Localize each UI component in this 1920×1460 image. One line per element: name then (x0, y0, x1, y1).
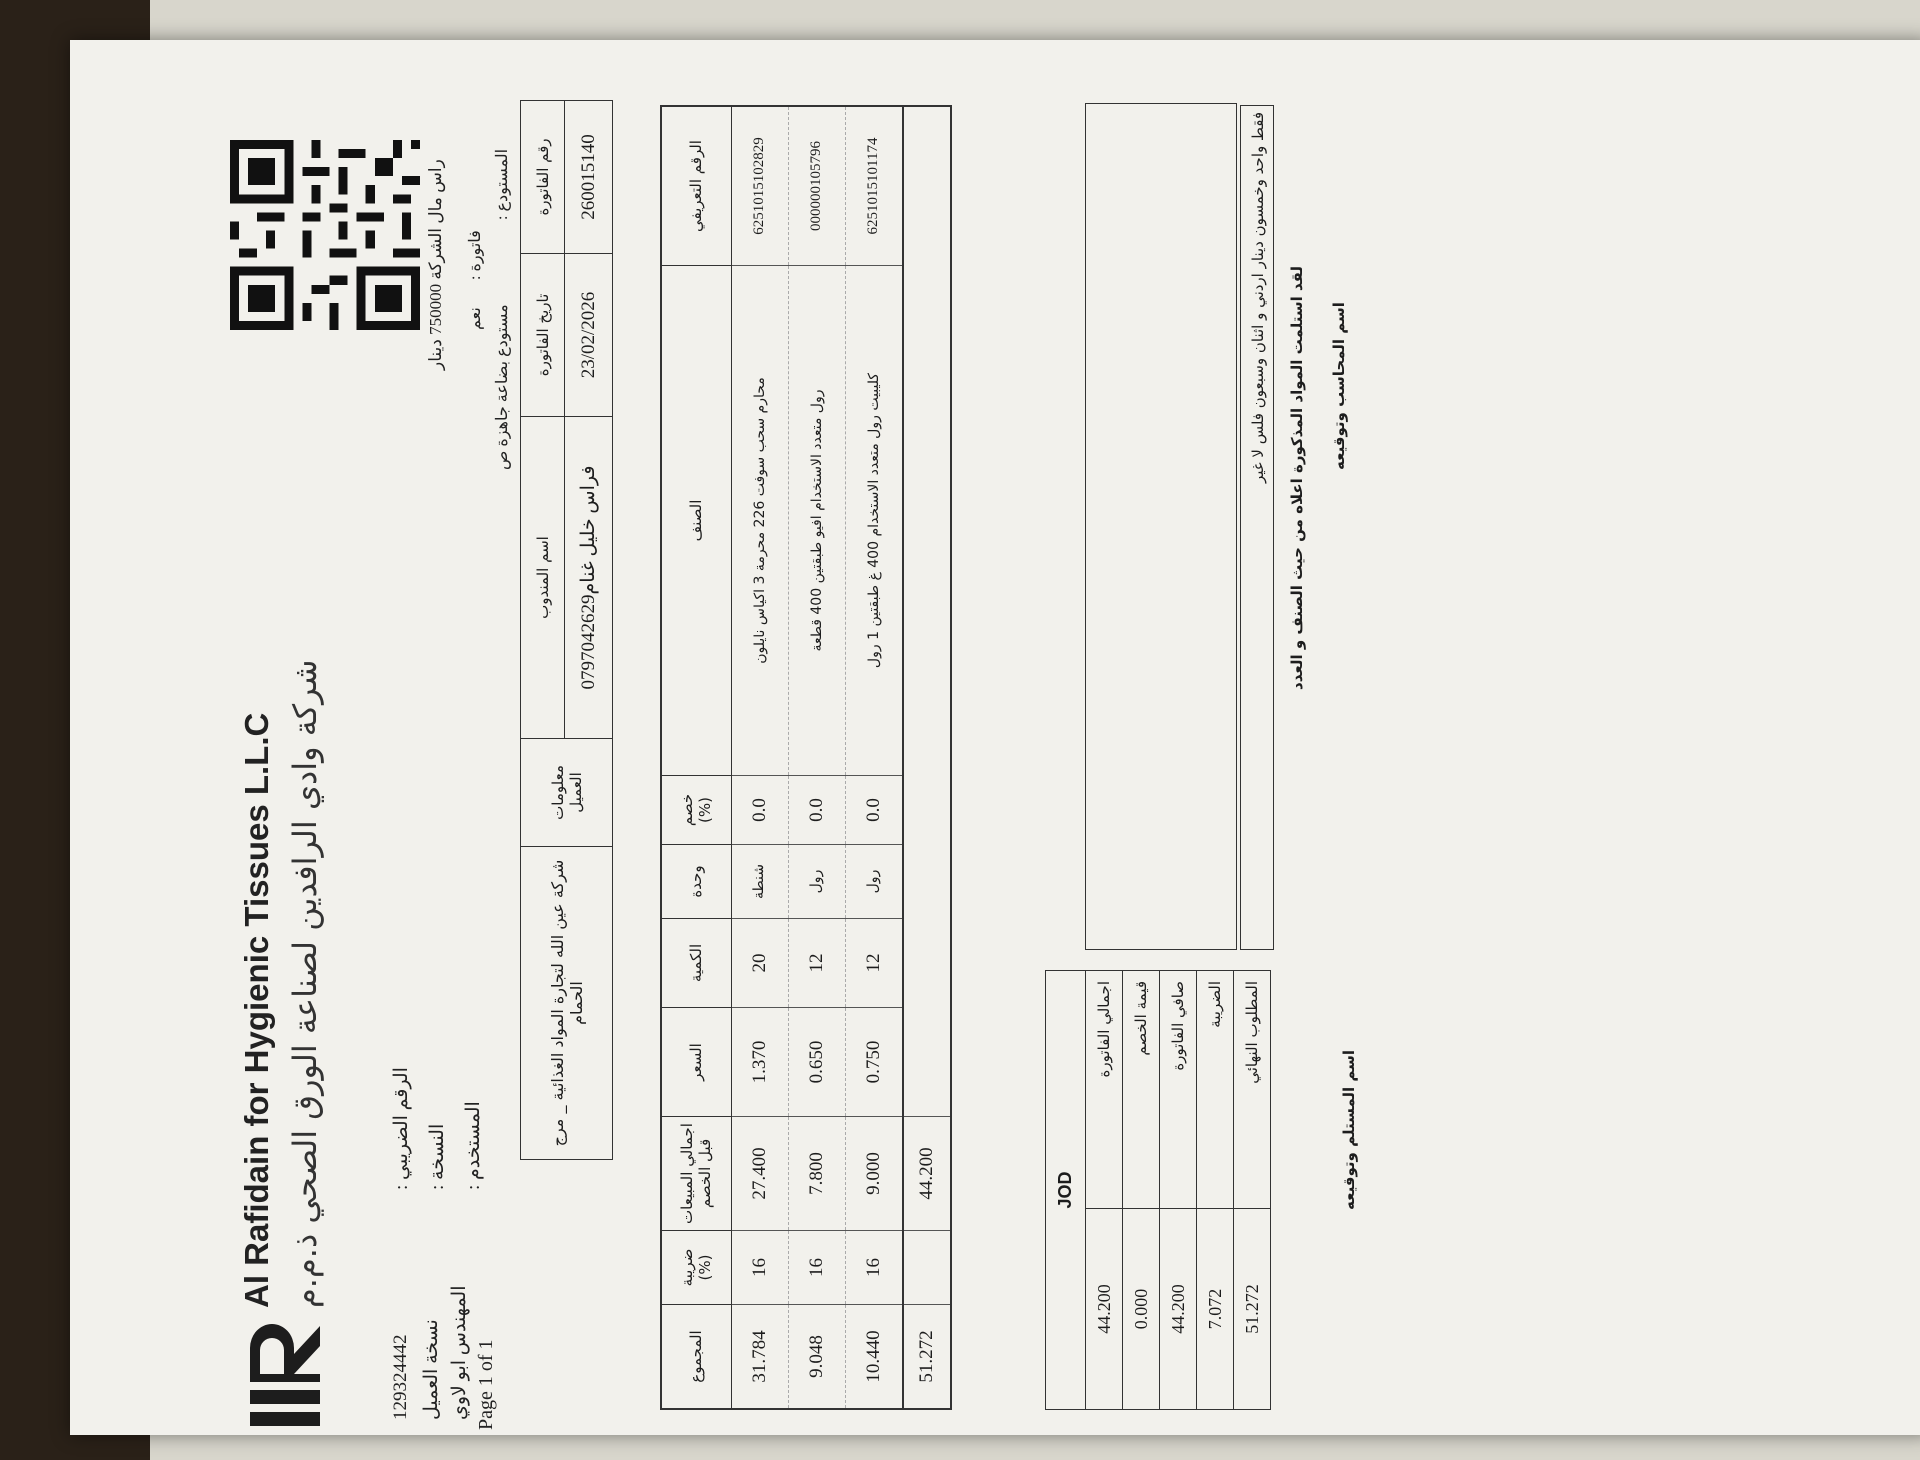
customer-name: شركة عين الله لتجارة المواد الغذائية _ مرج الحمام (521, 847, 613, 1160)
row-unit: شنطة (731, 845, 788, 919)
warehouse-label: المستودع : (494, 148, 511, 220)
company-logo-icon (230, 1310, 340, 1430)
engineer-name: المهندس ابو لاوي (449, 1285, 470, 1420)
tax-number-value: 129324442 (390, 1334, 411, 1420)
page-indicator: Page 1 of 1 (475, 1339, 497, 1430)
row-sales: 9.000 (845, 1117, 903, 1231)
invoice-header-table (520, 100, 613, 1160)
row-sales: 27.400 (731, 1117, 788, 1231)
row-discount: 0.0 (731, 776, 788, 845)
rep-header: اسم المندوب (521, 417, 565, 739)
copy-label: نسخة العميل (421, 1319, 442, 1420)
items-total-row (903, 106, 951, 1409)
row-code: 6251015102829 (731, 106, 788, 266)
row-price: 0.650 (788, 1008, 845, 1117)
col-unit: وحدة (661, 845, 731, 919)
col-discount: خصم (%) (661, 776, 731, 845)
date-value: 23/02/2026 (565, 254, 613, 417)
row-tax: 16 (788, 1231, 845, 1305)
col-code: الرقم التعريفي (661, 106, 731, 266)
row-discount: 0.0 (788, 776, 845, 845)
invoice-paper (70, 40, 1920, 1435)
row-item: رول متعدد الاستخدام افيو طبقتين 400 قطعة (788, 266, 845, 776)
col-price: السعر (661, 1008, 731, 1117)
row-sales: 7.800 (788, 1117, 845, 1231)
amount-in-words: فقط واحد وخمسون دينار اردني و اثنان وسبعون فلس لا غير (1240, 105, 1274, 950)
row-price: 0.750 (845, 1008, 903, 1117)
col-sales: اجمالي المبيعات قبل الخصم (661, 1117, 731, 1231)
invoice-no-header: رقم الفاتورة (521, 101, 565, 254)
row-unit: رول (845, 845, 903, 919)
row-total: 9.048 (788, 1305, 845, 1410)
row-item: كليبيت رول متعدد الاستخدام 400 غ طبقتين 1 رول (845, 266, 903, 776)
table-row (788, 106, 845, 1409)
row-qty: 12 (788, 919, 845, 1008)
invoice-flag-label: فاتورة : (467, 230, 484, 280)
col-total: المجموع (661, 1305, 731, 1410)
rep-value: فراس خليل غنام0797042629 (565, 417, 613, 739)
summary-label: قيمة الخصم (1123, 971, 1160, 1209)
summary-value: 44.200 (1086, 1209, 1123, 1410)
summary-label: الضريبة (1197, 971, 1234, 1209)
currency-label: JOD (1046, 971, 1086, 1410)
summary-table (1045, 970, 1271, 1410)
warehouse-value: مستودع بضاعة جاهزة ص (494, 304, 511, 470)
summary-value: 0.000 (1123, 1209, 1160, 1410)
items-table (660, 105, 952, 1410)
summary-value: 44.200 (1160, 1209, 1197, 1410)
receiver-signature-label: اسم المستلم وتوقيعه (1340, 1049, 1358, 1210)
summary-value: 7.072 (1197, 1209, 1234, 1410)
invoice-no-value: 260015140 (565, 101, 613, 254)
customer-info-label: معلومات العميل (521, 739, 613, 847)
row-total: 31.784 (731, 1305, 788, 1410)
table-row (845, 106, 903, 1409)
summary-label: المطلوب النهائي (1234, 971, 1271, 1209)
row-qty: 20 (731, 919, 788, 1008)
receipt-note: لقد استلمت المواد المذكورة اعلاه من حيث الصنف و العدد (1288, 265, 1306, 690)
row-price: 1.370 (731, 1008, 788, 1117)
capital-text: راس مال الشركة 750000 دينار (426, 159, 445, 370)
company-name-ar: شركة وادي الرافدين لصناعة الورق الصحي ذ.م.م (286, 659, 324, 1308)
col-tax: ضريبة (%) (661, 1231, 731, 1305)
table-row (731, 106, 788, 1409)
grand-total-cell: 51.272 (903, 1305, 951, 1410)
user-field-label: المستخدم : (463, 1101, 484, 1190)
invoice-document (230, 80, 1920, 1430)
row-tax: 16 (845, 1231, 903, 1305)
col-item: الصنف (661, 266, 731, 776)
accountant-signature-label: اسم المحاسب وتوقيعه (1330, 302, 1348, 470)
row-item: محارم سحب سوفت 226 محرمة 3 اكياس نايلون (731, 266, 788, 776)
invoice-flag-value: نعم (467, 307, 484, 330)
row-code: 000000105796 (788, 106, 845, 266)
summary-label: اجمالي الفاتورة (1086, 971, 1123, 1209)
company-name-en: Al Rafidain for Hygienic Tissues L.L.C (238, 712, 275, 1308)
summary-value: 51.272 (1234, 1209, 1271, 1410)
notes-box (1085, 103, 1237, 950)
date-header: تاريخ الفاتورة (521, 254, 565, 417)
qr-code-icon (230, 140, 420, 330)
copy-field-label: النسخة : (427, 1123, 448, 1190)
row-qty: 12 (845, 919, 903, 1008)
row-unit: رول (788, 845, 845, 919)
row-discount: 0.0 (845, 776, 903, 845)
sales-total-cell: 44.200 (903, 1117, 951, 1231)
row-tax: 16 (731, 1231, 788, 1305)
col-qty: الكمية (661, 919, 731, 1008)
row-total: 10.440 (845, 1305, 903, 1410)
tax-number-label: الرقم الضريبي : (391, 1067, 412, 1190)
summary-label: صافي الفاتورة (1160, 971, 1197, 1209)
row-code: 6251015101174 (845, 106, 903, 266)
